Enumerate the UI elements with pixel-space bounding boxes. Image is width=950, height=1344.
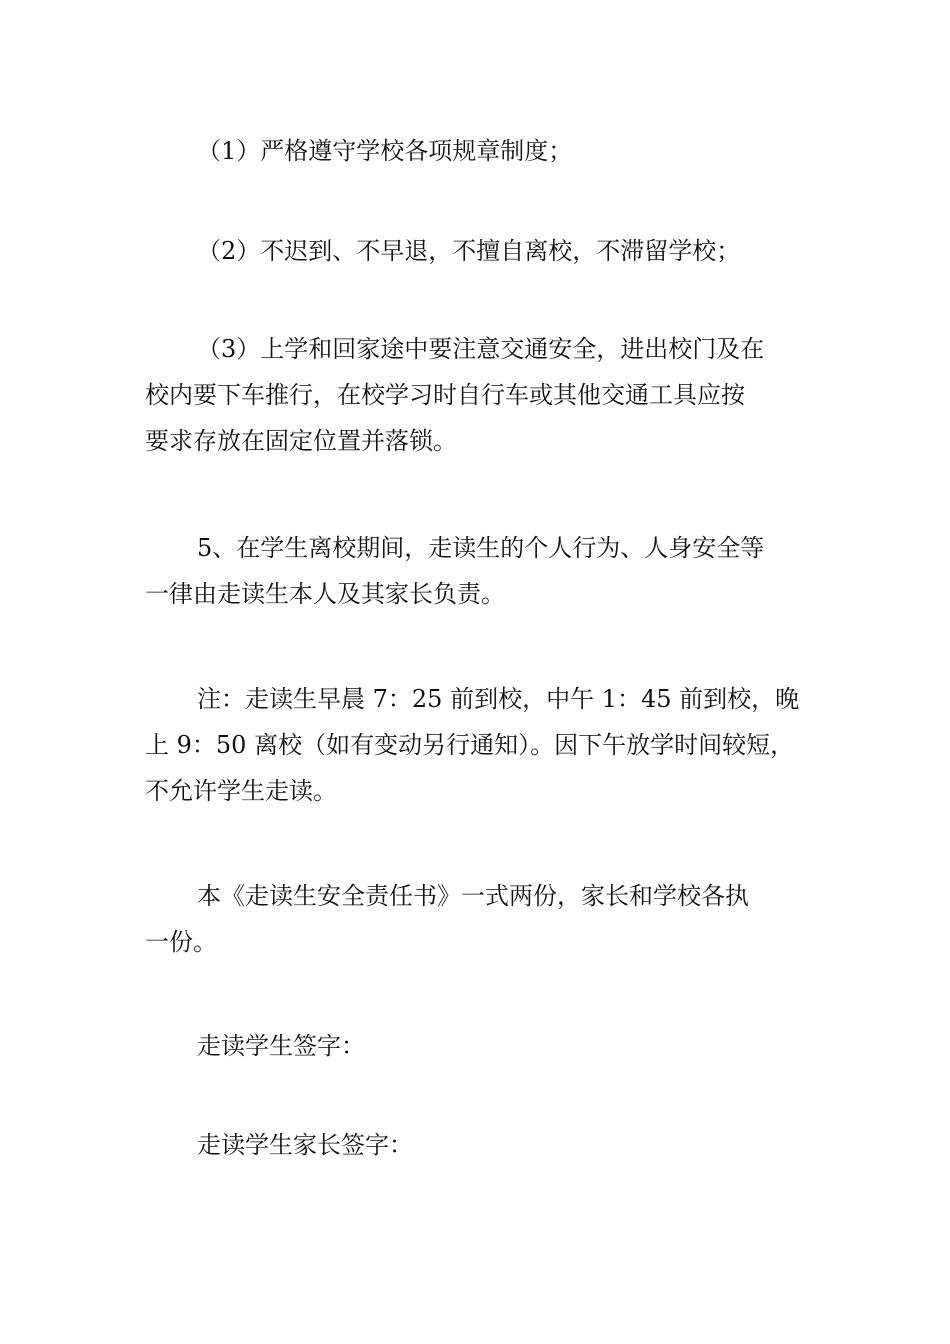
item-5-line-1: 5、在学生离校期间，走读生的个人行为、人身安全等 — [197, 534, 765, 562]
rule-2-paragraph — [145, 228, 810, 274]
note-paragraph — [145, 676, 810, 814]
note-line-3: 不允许学生走读。 — [145, 777, 337, 805]
student-signature-label: 走读学生签字： — [197, 1032, 365, 1060]
copies-line-1: 本《走读生安全责任书》一式两份，家长和学校各执 — [197, 882, 749, 910]
rule-3-paragraph — [145, 326, 810, 464]
rule-3-line-2: 校内要下车推行，在校学习时自行车或其他交通工具应按 — [145, 381, 745, 409]
copies-line-2: 一份。 — [145, 928, 217, 956]
student-signature-line — [145, 1023, 810, 1069]
note-line-2: 上 9：50 离校（如有变动另行通知）。因下午放学时间较短， — [145, 731, 795, 759]
item-5-paragraph — [145, 525, 810, 617]
rule-3-line-3: 要求存放在固定位置并落锁。 — [145, 427, 457, 455]
parent-signature-line — [145, 1122, 810, 1168]
parent-signature-label: 走读学生家长签字： — [197, 1131, 413, 1159]
note-line-1: 注：走读生早晨 7：25 前到校，中午 1：45 前到校，晚 — [197, 685, 800, 713]
rule-2-line-1: （2）不迟到、不早退，不擅自离校，不滞留学校； — [197, 237, 741, 265]
rule-1-paragraph — [145, 128, 810, 174]
rule-3-line-1: （3）上学和回家途中要注意交通安全，进出校门及在 — [197, 335, 765, 363]
rule-1-line-1: （1）严格遵守学校各项规章制度； — [197, 137, 573, 165]
item-5-line-2: 一律由走读生本人及其家长负责。 — [145, 580, 505, 608]
copies-paragraph — [145, 873, 810, 965]
